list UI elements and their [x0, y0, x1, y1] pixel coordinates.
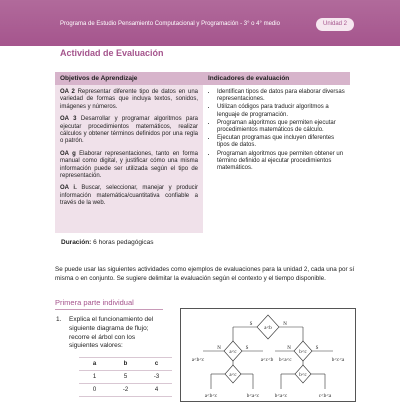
condition-label: a<c — [229, 350, 237, 355]
result-label: a<b<c — [191, 358, 205, 363]
condition-label: b<c — [299, 373, 307, 378]
indicator-item: • Utilizan códigos para traducir algoritmos a lenguaje de programación. — [217, 104, 345, 118]
result-label: b<a<c — [246, 394, 260, 399]
objectives-table — [55, 72, 350, 233]
result-label: a<c<b — [260, 358, 274, 363]
duration-label: Duración: — [61, 239, 92, 246]
indicators-cell — [203, 85, 350, 233]
table-cell: -2 — [110, 384, 141, 397]
table-cell: 1 — [79, 371, 110, 384]
branch-yes-label: S — [315, 346, 319, 351]
indicators-header: Indicadores de evaluación — [203, 72, 350, 85]
intro-paragraph: Se puede usar las siguientes actividades como ejemplos de evaluaciones para la unidad 2, cada una por sí misma o en conjunto. Se sugiere delimitar la evaluación según el contexto y el tiempo disponible. — [55, 266, 355, 282]
duration — [61, 239, 154, 246]
table-cell: 4 — [141, 384, 172, 397]
indicator-item: • Identifican tipos de datos para elaborar diversas representaciones. — [217, 89, 345, 103]
branch-no-label: N — [287, 346, 291, 351]
table-cell: -3 — [141, 371, 172, 384]
table-cell: 5 — [110, 371, 141, 384]
branch-no-label: N — [217, 346, 221, 351]
result-label: b<a<c — [274, 394, 288, 399]
page-title: Actividad de Evaluación — [60, 48, 164, 58]
table-cell: 0 — [79, 384, 110, 397]
objective-item: OA 2 Representar diferente tipo de datos en una variedad de formas que incluya textos, sonidos, imágenes y números. — [60, 89, 198, 110]
section-divider — [55, 309, 163, 310]
objective-item: OA 3 Desarrollar y programar algoritmos para ejecutar procedimientos matemáticos, realizar cálculos y obtener términos definidos por una regla o patrón. — [60, 116, 199, 145]
result-label: c<b<a — [318, 394, 332, 399]
indicator-item: • Programan algoritmos que permiten obtener un término definido al ejecutar procedimientos matemáticos. — [217, 151, 345, 173]
flowchart-diagram — [181, 309, 355, 401]
values-table — [79, 357, 172, 397]
result-label: b<a<c — [279, 358, 292, 363]
item-text: Explica el funcionamiento del siguiente diagrama de flujo; recorre el árbol con los siguientes valores: — [69, 316, 154, 350]
indicator-item: • Ejecutan programas que incluyen diferentes tipos de datos. — [217, 135, 345, 149]
condition-label: a<b — [264, 326, 272, 331]
values-header: b — [110, 358, 141, 371]
item-number: 1. — [56, 316, 62, 323]
values-header: a — [79, 358, 110, 371]
indicators-list — [208, 89, 345, 172]
indicator-item: • Programan algoritmos que permiten ejecutar procedimientos matemáticos de cálculo. — [217, 120, 345, 134]
page-header — [0, 0, 400, 46]
objectives-cell — [55, 85, 203, 233]
section-title: Primera parte individual — [55, 298, 134, 307]
duration-value: 6 horas pedagógicas — [93, 239, 154, 246]
condition-label: a<c — [229, 373, 237, 378]
unit-badge: Unidad 2 — [316, 18, 354, 31]
objective-item: OA i. Buscar, seleccionar, manejar y producir información matemática/cuantitativa confiable a través de la web. — [60, 185, 198, 207]
table-row — [79, 384, 172, 397]
branch-yes-label: S — [249, 322, 253, 327]
branch-no-label: N — [283, 322, 287, 327]
result-label: b<c<a — [331, 358, 345, 363]
table-row — [79, 371, 172, 384]
objective-item: OA g Elaborar representaciones, tanto en forma manual como digital, y justificar cómo una misma información puede ser utilizada según el tipo de representación. — [60, 150, 199, 180]
flowchart — [180, 308, 356, 402]
objectives-header: Objetivos de Aprendizaje — [55, 72, 203, 85]
program-title: Programa de Estudio Pensamiento Computacional y Programación - 3° o 4° medio — [60, 21, 280, 27]
result-label: a<b<c — [204, 394, 218, 399]
condition-label: b<c — [299, 350, 307, 355]
branch-yes-label: S — [245, 346, 249, 351]
values-header: c — [141, 358, 172, 371]
